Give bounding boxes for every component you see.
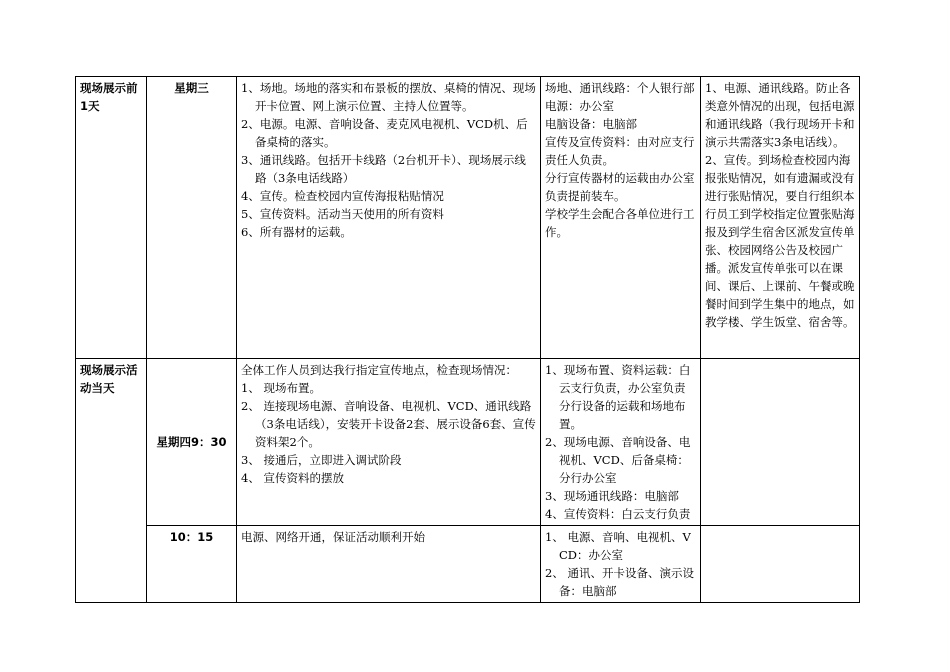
responsible-cell bbox=[541, 77, 701, 359]
task-item: 3、通讯线路。包括开卡线路（2台机开卡）、现场展示线路（3条电话线路） bbox=[241, 153, 526, 185]
responsible-item: 分行宣传器材的运载由办公室负责提前装车。 bbox=[545, 171, 695, 203]
table-row bbox=[76, 359, 860, 526]
phase-cell: 现场展示前1天 bbox=[76, 77, 147, 359]
responsible-item: 场地、通讯线路：个人银行部 bbox=[545, 81, 695, 95]
task-item: 1、场地。场地的落实和布景板的摆放、桌椅的情况、现场开卡位置、网上演示位置、主持人位置等。 bbox=[241, 81, 536, 113]
responsible-item: 2、现场电源、音响设备、电视机、VCD、后备桌椅：分行办公室 bbox=[545, 435, 691, 485]
task-item: 1、 现场布置。 bbox=[241, 381, 321, 395]
time-cell: 星期三 bbox=[147, 77, 237, 359]
table-row bbox=[76, 77, 860, 359]
tasks-cell bbox=[237, 359, 541, 526]
responsible-cell bbox=[541, 359, 701, 526]
responsible-cell bbox=[541, 526, 701, 603]
note-item: 1、电源、通讯线路。防止各类意外情况的出现，包括电源和通讯线路（我行现场开卡和演示共需落实3条电话线）。 bbox=[705, 81, 855, 149]
tasks-cell bbox=[237, 526, 541, 603]
task-item: 4、宣传。检查校园内宣传海报粘贴情况 bbox=[241, 189, 444, 203]
task-intro: 全体工作人员到达我行指定宣传地点，检查现场情况： bbox=[241, 363, 517, 377]
task-item: 6、所有器材的运载。 bbox=[241, 225, 352, 239]
task-item: 3、 接通后，立即进入调试阶段 bbox=[241, 453, 402, 467]
responsible-item: 电脑设备：电脑部 bbox=[545, 117, 637, 131]
responsible-item: 2、 通讯、开卡设备、演示设备：电脑部 bbox=[545, 566, 694, 598]
responsible-item: 1、 电源、音响、电视机、VCD：办公室 bbox=[545, 530, 691, 562]
task-item: 电源、网络开通，保证活动顺利开始 bbox=[241, 530, 425, 544]
task-item: 5、宣传资料。活动当天使用的所有资料 bbox=[241, 207, 444, 221]
table-row bbox=[76, 526, 860, 603]
notes-cell bbox=[701, 359, 860, 526]
responsible-item: 电源：办公室 bbox=[545, 99, 614, 113]
responsible-item: 1、现场布置、资料运载：白云支行负责，办公室负责分行设备的运载和场地布置。 bbox=[545, 363, 691, 431]
task-item: 2、 连接现场电源、音响设备、电视机、VCD、通讯线路（3条电话线），安装开卡设备2套、展示设备6套、宣传资料架2个。 bbox=[241, 399, 536, 449]
responsible-item: 4、宣传资料：白云支行负责 bbox=[545, 507, 691, 521]
responsible-item: 3、现场通讯线路：电脑部 bbox=[545, 489, 679, 503]
note-item: 2、宣传。到场检查校园内海报张贴情况，如有遗漏或没有进行张贴情况，要自行组织本行员工到学校指定位置张贴海报及到学生宿舍区派发宣传单张、校园网络公告及校园广播。派发宣传单张可以在课间、课后、上课前、午餐或晚餐时间到学生集中的地点，如教学楼、学生饭堂、宿舍等。 bbox=[705, 153, 855, 329]
notes-cell bbox=[701, 77, 860, 359]
time-cell: 星期四9：30 bbox=[147, 359, 237, 526]
time-cell: 10：15 bbox=[147, 526, 237, 603]
notes-cell bbox=[701, 526, 860, 603]
responsible-item: 学校学生会配合各单位进行工作。 bbox=[545, 207, 695, 239]
activity-plan-table bbox=[75, 76, 860, 603]
phase-cell: 现场展示活动当天 bbox=[76, 359, 147, 603]
tasks-cell bbox=[237, 77, 541, 359]
task-item: 2、电源。电源、音响设备、麦克风电视机、VCD机、后备桌椅的落实。 bbox=[241, 117, 528, 149]
responsible-item: 宣传及宣传资料：由对应支行责任人负责。 bbox=[545, 135, 695, 167]
task-item: 4、 宣传资料的摆放 bbox=[241, 471, 344, 485]
